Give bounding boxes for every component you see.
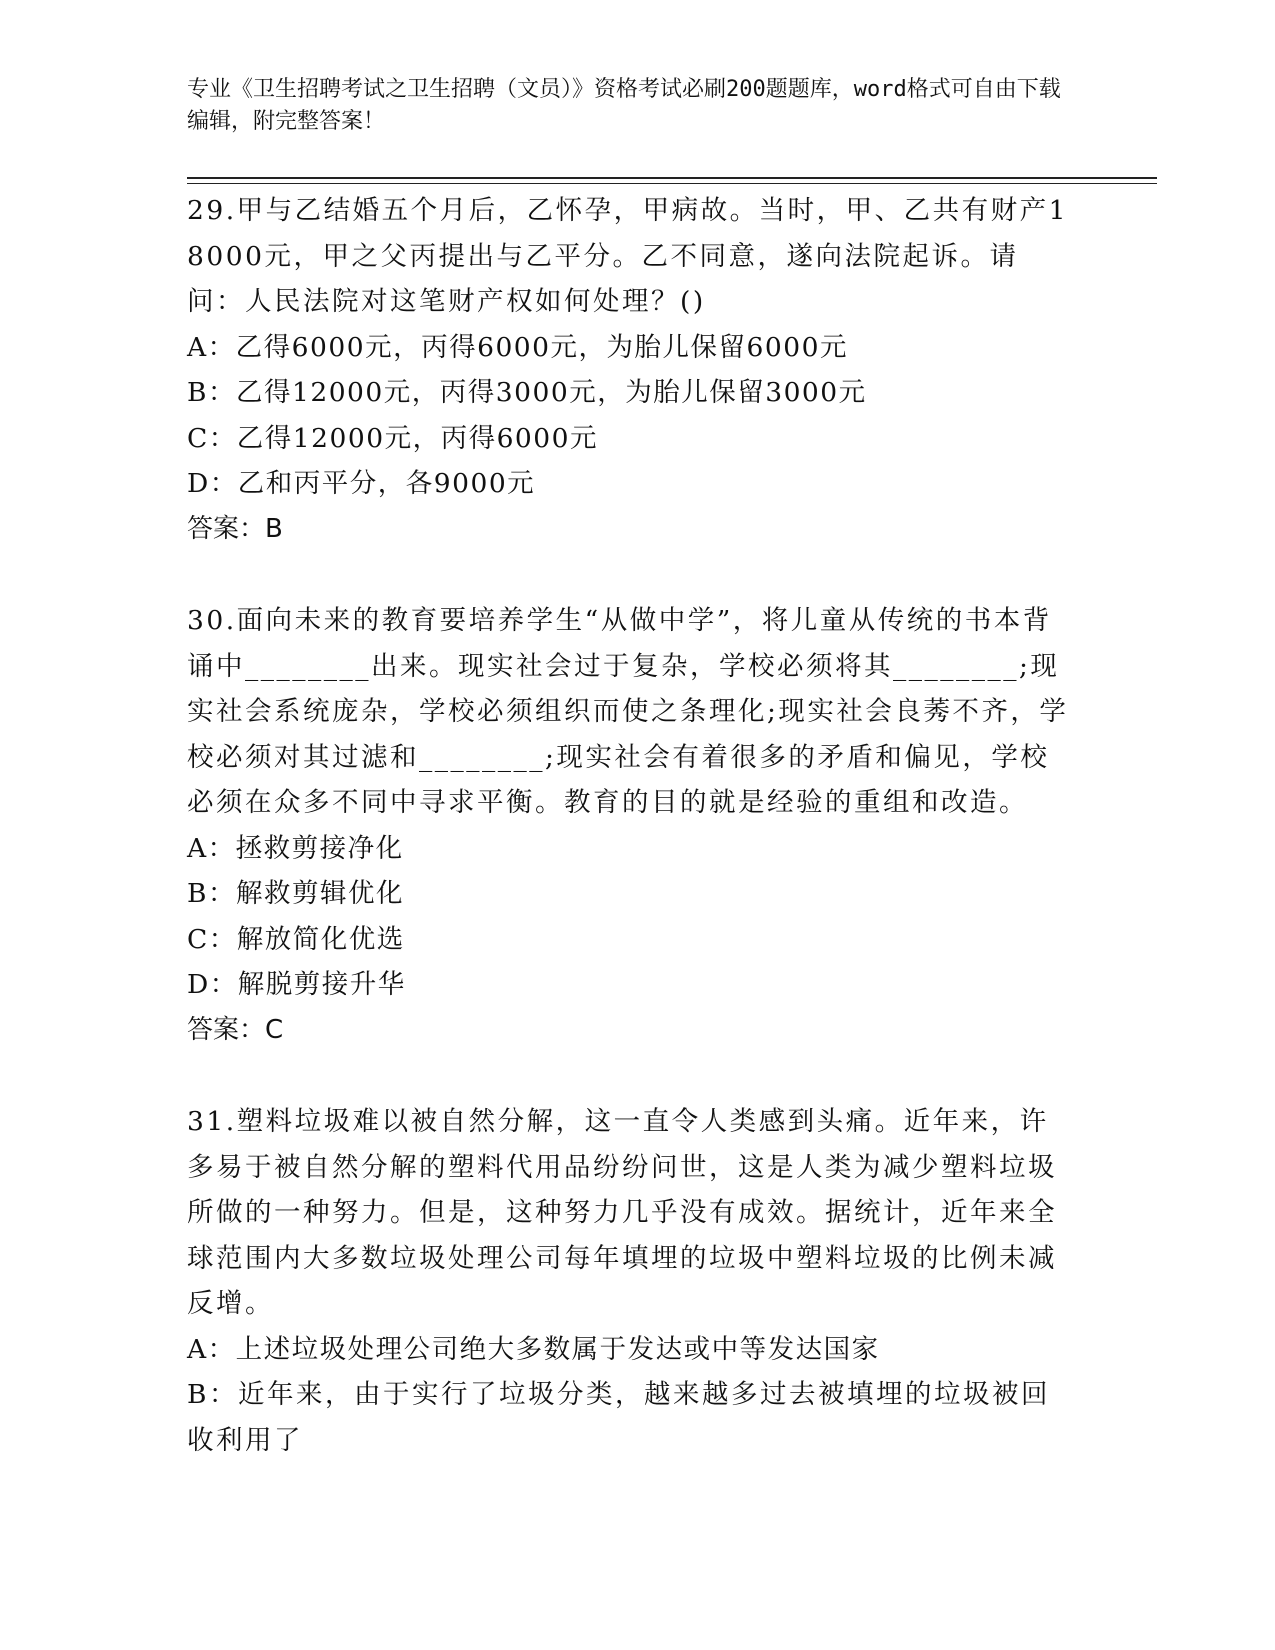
document-header: 专业《卫生招聘考试之卫生招聘（文员）》资格考试必刷200题题库，word格式可自由下载编辑，附完整答案！ [187,77,1061,134]
answer: 答案：B [187,513,283,544]
question-list [187,188,1072,1509]
answer: 答案：C [187,1014,284,1045]
option-a: A：拯救剪接净化 [187,832,404,864]
option-d: D：解脱剪接升华 [187,969,406,1000]
option-c: C：解放简化优选 [187,923,405,955]
question-31 [187,1099,1072,1463]
option-b: B：近年来，由于实行了垃圾分类，越来越多过去被填埋的垃圾被回收利用了 [187,1379,1050,1456]
option-d: D：乙和丙平分，各9000元 [187,468,536,499]
question-stem: 29.甲与乙结婚五个月后，乙怀孕，甲病故。当时，甲、乙共有财产18000元，甲之父丙提出与乙平分。乙不同意，遂向法院起诉。请问：人民法院对这笔财产权如何处理？() [187,195,1069,317]
header-divider-thin [187,183,1157,184]
question-stem: 30.面向未来的教育要培养学生“从做中学”，将儿童从传统的书本背诵中________出来。现实社会过于复杂，学校必须将其________;现实社会系统庞杂，学校必须组织而使之条理化;现实社会良莠不齐，学校必须对其过滤和________;现实社会有着很多的矛盾和偏见，学校必须在众多不同中寻求平衡。教育的目的就是经验的重组和改造。 [187,605,1069,818]
option-a: A：乙得6000元，丙得6000元，为胎儿保留6000元 [187,331,848,363]
option-a: A：上述垃圾处理公司绝大多数属于发达或中等发达国家 [187,1333,880,1365]
question-stem: 31.塑料垃圾难以被自然分解，这一直令人类感到头痛。近年来，许多易于被自然分解的塑料代用品纷纷问世，这是人类为减少塑料垃圾所做的一种努力。但是，这种努力几乎没有成效。据统计，近年来全球范围内大多数垃圾处理公司每年填埋的垃圾中塑料垃圾的比例未减反增。 [187,1106,1057,1319]
option-b: B：乙得12000元，丙得3000元，为胎儿保留3000元 [187,377,867,408]
question-29 [187,188,1072,552]
question-30 [187,598,1072,1053]
option-c: C：乙得12000元，丙得6000元 [187,422,599,454]
option-b: B：解救剪辑优化 [187,878,404,909]
header-divider [187,177,1157,179]
